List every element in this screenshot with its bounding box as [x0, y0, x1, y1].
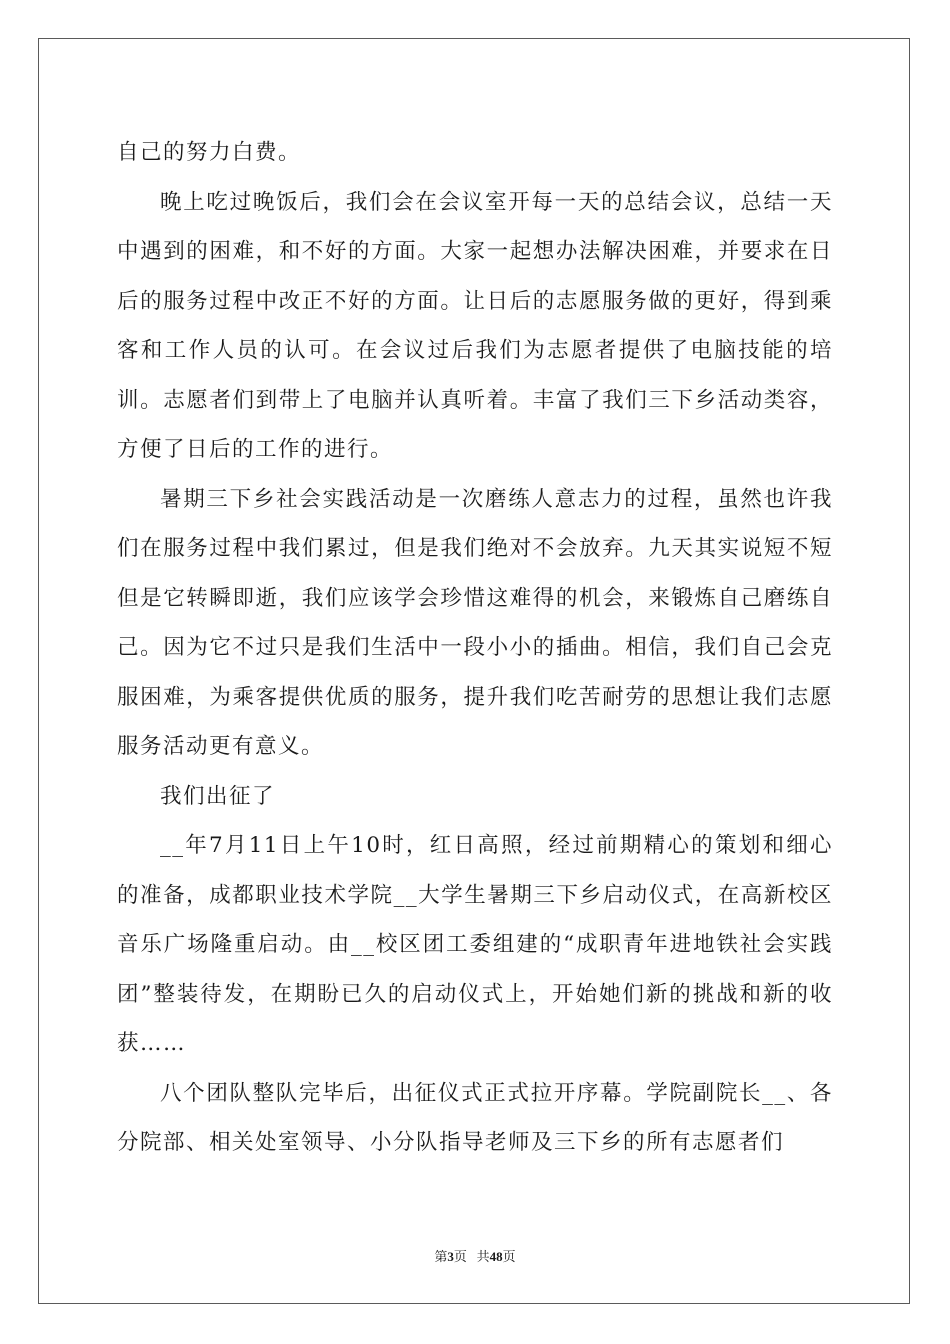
- paragraph: 暑期三下乡社会实践活动是一次磨练人意志力的过程，虽然也许我们在服务过程中我们累过，但是我们绝对不会放弃。九天其实说短不短但是它转瞬即逝，我们应该学会珍惜这难得的机会，来锻炼自己磨练自己。因为它不过只是我们生活中一段小小的插曲。相信，我们自己会克服困难，为乘客提供优质的服务，提升我们吃苦耐劳的思想让我们志愿服务活动更有意义。: [117, 486, 833, 759]
- current-page-number: 3: [447, 1249, 454, 1264]
- page-footer: [0, 1246, 950, 1265]
- paragraph: __年7月11日上午10时，红日高照，经过前期精心的策划和细心的准备，成都职业技术学院__大学生暑期三下乡启动仪式，在高新校区音乐广场隆重启动。由__校区团工委组建的“成职青年进地铁社会实践团”整装待发，在期盼已久的启动仪式上，开始她们新的挑战和新的收获……: [117, 833, 833, 1056]
- total-pages-number: 48: [489, 1249, 503, 1264]
- footer-total-suffix: 页: [502, 1249, 516, 1264]
- paragraph: 八个团队整队完毕后，出征仪式正式拉开序幕。学院副院长__、各分院部、相关处室领导、小分队指导老师及三下乡的所有志愿者们: [117, 1080, 833, 1155]
- footer-prefix: 第: [434, 1249, 448, 1264]
- paragraph: 晚上吃过晚饭后，我们会在会议室开每一天的总结会议，总结一天中遇到的困难，和不好的方面。大家一起想办法解决困难，并要求在日后的服务过程中改正不好的方面。让日后的志愿服务做的更好，得到乘客和工作人员的认可。在会议过后我们为志愿者提供了电脑技能的培训。志愿者们到带上了电脑并认真听着。丰富了我们三下乡活动类容，方便了日后的工作的进行。: [117, 189, 833, 462]
- footer-page-word: 页: [453, 1249, 467, 1264]
- footer-total-prefix: 共: [476, 1249, 490, 1264]
- section-heading: 我们出征了: [160, 783, 276, 809]
- paragraph: 自己的努力白费。: [117, 140, 302, 165]
- document-body: [117, 128, 833, 1168]
